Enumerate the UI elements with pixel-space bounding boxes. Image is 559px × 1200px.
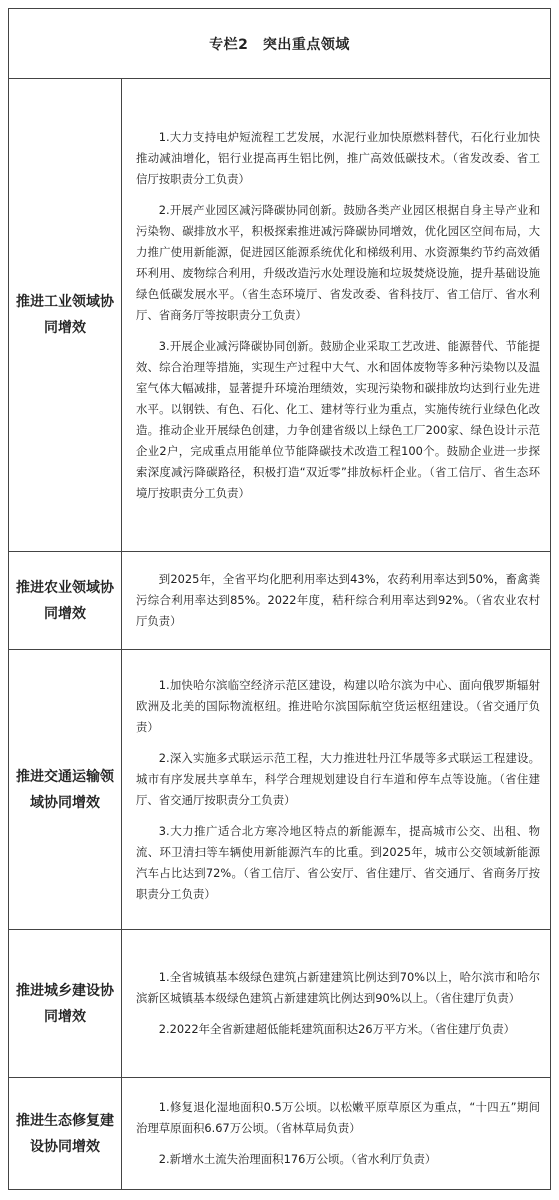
table-row — [9, 650, 551, 930]
row-content — [122, 930, 551, 1078]
row-label: 推进交通运输领域协同增效 — [9, 650, 122, 930]
row-content — [122, 1078, 551, 1190]
row-content — [122, 79, 551, 552]
paragraph: 1.加快哈尔滨临空经济示范区建设，构建以哈尔滨为中心、面向俄罗斯辐射欧洲及北美的国际物流枢纽。推进哈尔滨国际航空货运枢纽建设。（省交通厅负责） — [136, 677, 540, 734]
paragraph: 2.2022年全省新建超低能耗建筑面积达26万平方米。（省住建厅负责） — [158, 1022, 515, 1036]
row-content — [122, 552, 551, 650]
paragraph: 1.修复退化湿地面积0.5万公顷。以松嫩平原草原区为重点，“十四五”期间治理草原面积6.67万公顷。（省林草局负责） — [136, 1100, 540, 1135]
paragraph: 3.开展企业减污降碳协同创新。鼓励企业采取工艺改进、能源替代、节能提效、综合治理等措施，实现生产过程中大气、水和固体废物等多种污染物以及温室气体大幅减排，显著提升环境治理绩效，实现污染物和碳排放均达到行业先进水平。以钢铁、有色、石化、化工、建材等行业为重点，实施传统行业绿色化改造。推动企业开展绿色创建，力争创建省级以上绿色工厂200家、绿色设计示范企业2户，完成重点用能单位节能降碳技术改造工程100个。鼓励企业进一步探索深度减污降碳路径，积极打造“双近零”排放标杆企业。（省工信厅、省生态环境厅按职责分工负责） — [136, 338, 540, 500]
table-row — [9, 79, 551, 552]
paragraph: 3.大力推广适合北方寒冷地区特点的新能源车，提高城市公交、出租、物流、环卫清扫等车辆使用新能源汽车的比重。到2025年，城市公交领域新能源汽车占比达到72%。（省工信厅、省公安厅、省住建厅、省交通厅、省商务厅按职责分工负责） — [136, 823, 540, 901]
row-content — [122, 650, 551, 930]
table-row — [9, 1078, 551, 1190]
paragraph: 2.新增水土流失治理面积176万公顷。（省水利厅负责） — [158, 1152, 437, 1166]
table-row — [9, 552, 551, 650]
paragraph: 1.全省城镇基本级绿色建筑占新建建筑比例达到70%以上，哈尔滨市和哈尔滨新区城镇基本级绿色建筑占新建建筑比例达到90%以上。（省住建厅负责） — [136, 970, 540, 1005]
row-label: 推进生态修复建设协同增效 — [9, 1078, 122, 1190]
title-row — [9, 9, 551, 79]
paragraph: 到2025年，全省平均化肥利用率达到43%，农药利用率达到50%，畜禽粪污综合利用率达到85%。2022年度，秸秆综合利用率达到92%。（省农业农村厅负责） — [136, 572, 540, 628]
column-box-table — [8, 8, 551, 1190]
row-label: 推进城乡建设协同增效 — [9, 930, 122, 1078]
row-label: 推进农业领域协同增效 — [9, 552, 122, 650]
row-label: 推进工业领域协同增效 — [9, 79, 122, 552]
paragraph: 2.开展产业园区减污降碳协同创新。鼓励各类产业园区根据自身主导产业和污染物、碳排放水平，积极探索推进减污降碳协同增效，优化园区空间布局，大力推广使用新能源，促进园区能源系统优化和梯级利用、水资源集约节约高效循环利用、废物综合利用，升级改造污水处理设施和垃圾焚烧设施，提升基础设施绿色低碳发展水平。（省生态环境厅、省发改委、省科技厅、省工信厅、省水利厅、省商务厅等按职责分工负责） — [136, 202, 540, 322]
paragraph: 1.大力支持电炉短流程工艺发展，水泥行业加快原燃料替代，石化行业加快推动减油增化，铝行业提高再生铝比例，推广高效低碳技术。（省发改委、省工信厅按职责分工负责） — [136, 129, 540, 186]
box-title: 专栏2 突出重点领域 — [9, 9, 551, 79]
paragraph: 2.深入实施多式联运示范工程，大力推进牡丹江华晟等多式联运工程建设。城市有序发展共享单车，科学合理规划建设自行车道和停车点等设施。（省住建厅、省交通厅按职责分工负责） — [136, 750, 540, 807]
table-row — [9, 930, 551, 1078]
